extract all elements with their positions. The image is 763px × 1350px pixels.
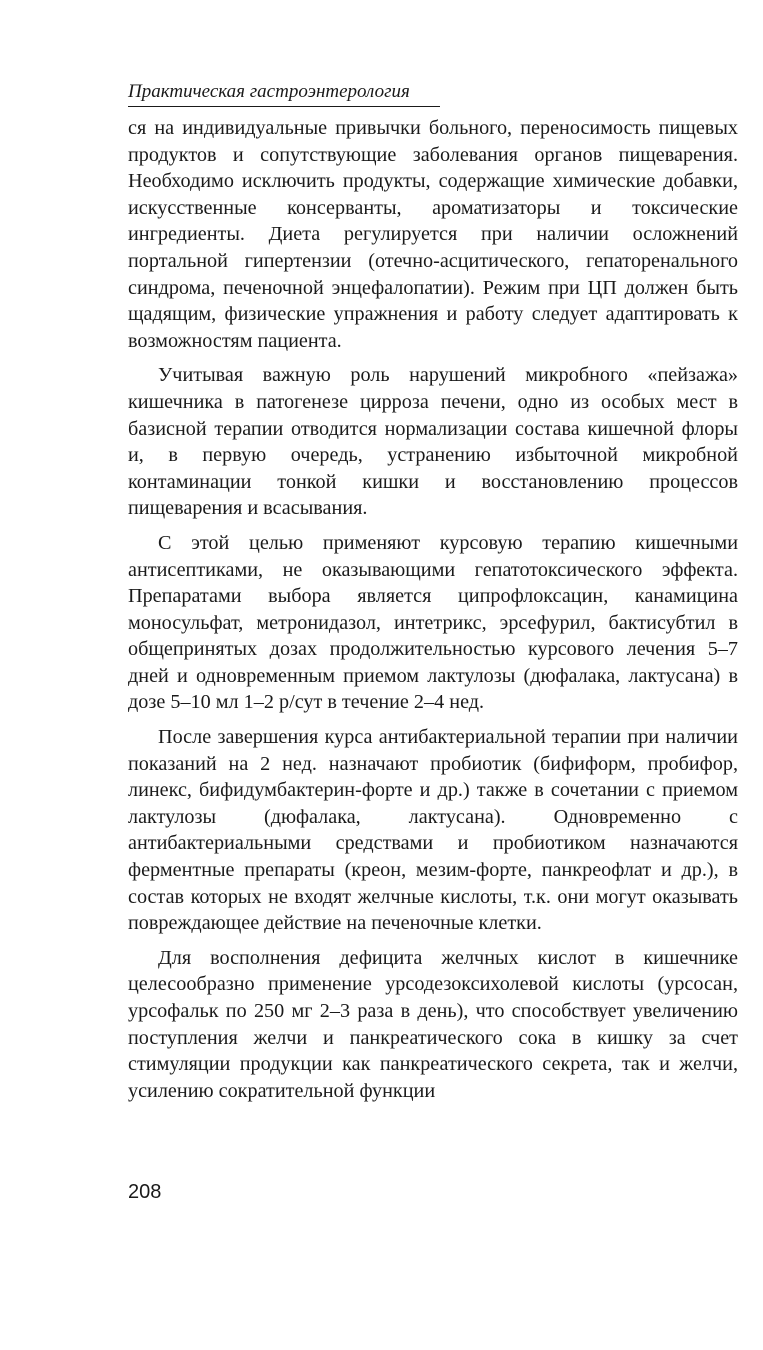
running-header: Практическая гастроэнтерология [128,80,440,107]
paragraph-2: Учитывая важную роль нарушений микробного «пейзажа» кишечника в патогенезе цирроза печени, одно из особых мест в базисной терапии отводится нормализации состава кишечной флоры и, в первую очередь, устранению избыточной микробной контаминации тонкой кишки и восстановлению процессов пищеварения и всасывания. [128,364,738,520]
paragraph-3: С этой целью применяют курсовую терапию кишечными антисептиками, не оказывающими гепатотоксического эффекта. Препаратами выбора является ципрофлоксацин, канамицина моносульфат, метронидазол, интетрикс, эрсефурил, бактисубтил в общепринятых дозах продолжительностью курсового лечения 5–7 дней и одновременным приемом лактулозы (дюфалака, лактусана) в дозе 5–10 мл 1–2 р/сут в течение 2–4 нед. [128,531,738,714]
paragraph-4: После завершения курса антибактериальной терапии при наличии показаний на 2 нед. назначают пробиотик (бифиформ, пробифор, линекс, бифидумбактерин-форте и др.) также в сочетании с приемом лактулозы (дюфалака, лактусана). Одновременно с антибактериальными средствами и пробиотиком назначаются ферментные препараты (креон, мезим-форте, панкреофлат и др.), в состав которых не входят желчные кислоты, т.к. они могут оказывать повреждающее действие на печеночные клетки. [128,726,738,935]
body-text [128,115,738,1104]
paragraph-5: Для восполнения дефицита желчных кислот в кишечнике целесообразно применение урсодезоксихолевой кислоты (урсосан, урсофальк по 250 мг 2–3 раза в день), что способствует увеличению поступления желчи и панкреатического сока в кишку за счет стимуляции продукции как панкреатического секрета, так и желчи, усилению сократительной функции [128,946,738,1102]
page-number: 208 [128,1181,162,1203]
book-page [128,80,738,1112]
paragraph-1: ся на индивидуальные привычки больного, переносимость пищевых продуктов и сопутствующие заболевания органов пищеварения. Необходимо исключить продукты, содержащие химические добавки, искусственные консерванты, ароматизаторы и токсические ингредиенты. Диета регулируется при наличии осложнений портальной гипертензии (отечно-асцитического, гепаторенального синдрома, печеночной энцефалопатии). Режим при ЦП должен быть щадящим, физические упражнения и работу следует адаптировать к возможностям пациента. [128,117,738,352]
